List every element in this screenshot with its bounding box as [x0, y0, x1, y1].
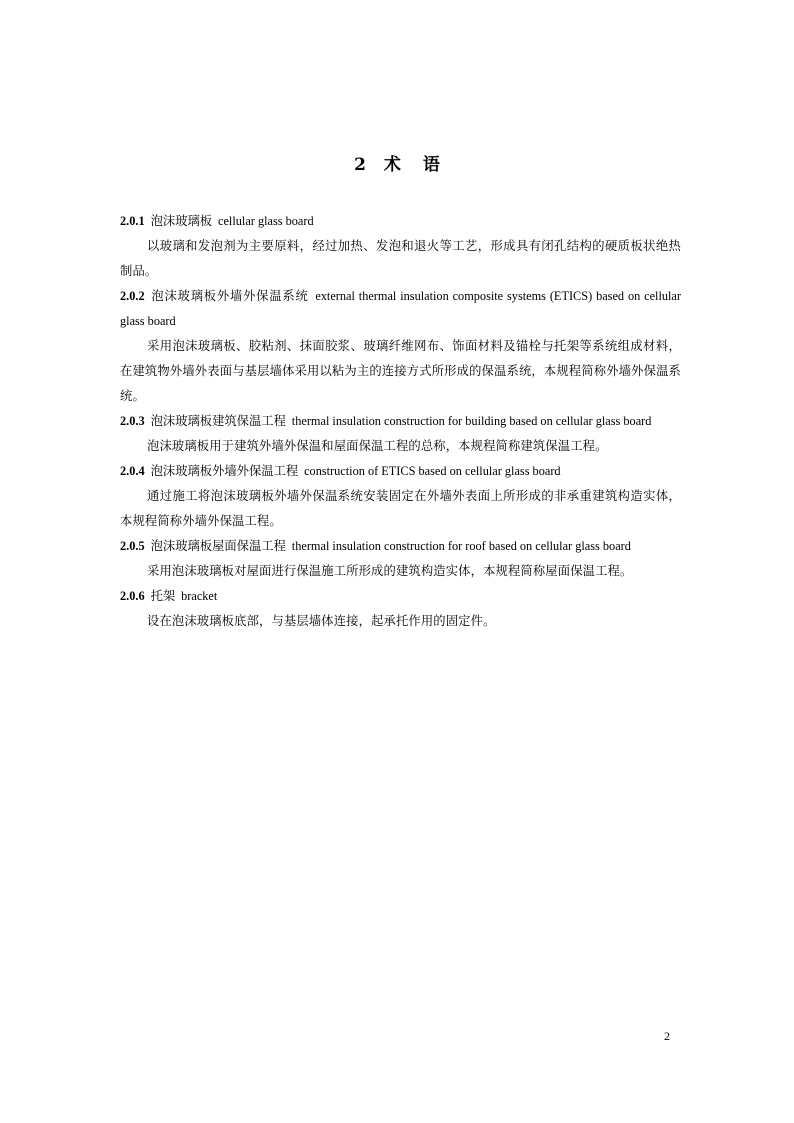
term-definition: 以玻璃和发泡剂为主要原料，经过加热、发泡和退火等工艺，形成具有闭孔结构的硬质板状绝热制品。	[120, 239, 681, 278]
term-definition: 泡沫玻璃板用于建筑外墙外保温和屋面保温工程的总称，本规程简称建筑保温工程。	[147, 439, 608, 453]
term-heading	[120, 409, 681, 434]
term-name-cn: 泡沫玻璃板外墙外保温工程	[150, 464, 299, 478]
chapter-title-char-2: 语	[422, 155, 440, 175]
chapter-number: 2	[354, 155, 366, 175]
term-heading	[120, 459, 681, 484]
term-name-en: thermal insulation construction for building based on cellular glass board	[291, 414, 652, 428]
term-name-en: thermal insulation construction for roof based on cellular glass board	[291, 539, 631, 553]
term-code: 2.0.5	[120, 539, 145, 553]
term-name-cn: 泡沫玻璃板	[150, 214, 213, 228]
term-entry	[120, 409, 681, 459]
term-name-cn: 泡沫玻璃板外墙外保温系统	[150, 289, 309, 303]
term-code: 2.0.3	[120, 414, 145, 428]
term-code: 2.0.2	[120, 289, 145, 303]
terms-section	[120, 209, 681, 634]
term-heading	[120, 209, 681, 234]
term-name-en: bracket	[181, 589, 218, 603]
page-number: 2	[664, 1029, 670, 1043]
term-name-cn: 托架	[150, 589, 176, 603]
term-entry	[120, 584, 681, 634]
term-name-en: cellular glass board	[218, 214, 314, 228]
term-entry	[120, 534, 681, 584]
term-code: 2.0.4	[120, 464, 145, 478]
term-entry	[120, 284, 681, 409]
term-code: 2.0.6	[120, 589, 145, 603]
term-code: 2.0.1	[120, 214, 145, 228]
term-definition: 设在泡沫玻璃板底部，与基层墙体连接，起承托作用的固定件。	[147, 614, 496, 628]
term-name-en: construction of ETICS based on cellular glass board	[304, 464, 561, 478]
term-definition: 通过施工将泡沫玻璃板外墙外保温系统安装固定在外墙外表面上所形成的非承重建筑构造实体，本规程简称外墙外保温工程。	[120, 489, 681, 528]
term-heading	[120, 284, 681, 334]
term-definition: 采用泡沫玻璃板、胶粘剂、抹面胶浆、玻璃纤维网布、饰面材料及锚栓与托架等系统组成材料，在建筑物外墙外表面与基层墙体采用以粘为主的连接方式所形成的保温系统，本规程简称外墙外保温系统。	[120, 339, 681, 403]
term-heading	[120, 584, 681, 609]
term-entry	[120, 209, 681, 284]
chapter-title	[0, 150, 794, 175]
term-name-en: external thermal insulation composite systems (ETICS) based on cellular glass board	[120, 289, 681, 328]
term-name-cn: 泡沫玻璃板建筑保温工程	[150, 414, 286, 428]
term-definition: 采用泡沫玻璃板对屋面进行保温施工所形成的建筑构造实体，本规程简称屋面保温工程。	[147, 564, 633, 578]
term-name-cn: 泡沫玻璃板屋面保温工程	[150, 539, 286, 553]
chapter-title-char-1: 术	[383, 155, 401, 175]
term-entry	[120, 459, 681, 534]
term-heading	[120, 534, 681, 559]
